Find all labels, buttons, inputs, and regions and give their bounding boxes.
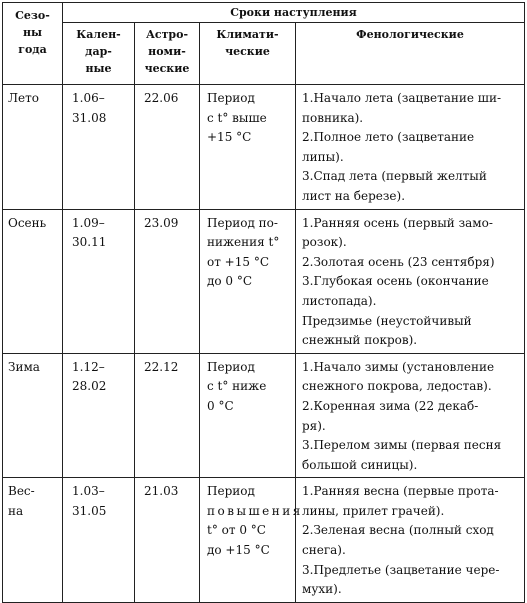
pheno-cell <box>296 353 525 478</box>
climatic-line: до 0 °C <box>207 274 253 289</box>
climatic-line: t° от 0 °C <box>207 523 266 538</box>
climatic-cell <box>200 85 296 210</box>
header-climatic <box>200 23 296 85</box>
header-astro-line: номи- <box>148 45 186 58</box>
calendar-cell <box>63 85 135 210</box>
season-name: Зима <box>8 359 40 374</box>
season-name: Лето <box>8 91 39 105</box>
pheno-line: 3.Перелом зимы (первая песня <box>302 438 502 453</box>
season-cell <box>3 209 63 353</box>
header-seasons-line3: года <box>18 43 47 56</box>
header-climatic-line: ческие <box>225 45 270 58</box>
pheno-line: снежного покрова, ледостав). <box>302 379 492 394</box>
calendar-start: 1.03– <box>72 484 105 499</box>
calendar-cell <box>63 209 135 353</box>
climatic-line: Период по- <box>207 215 278 230</box>
climatic-line: повышения <box>207 503 303 518</box>
season-cell <box>3 353 63 478</box>
pheno-line: снежный покров). <box>302 333 418 348</box>
pheno-line: ря). <box>302 418 326 433</box>
header-row-1 <box>3 3 525 23</box>
header-astro <box>135 23 200 85</box>
table-row-winter <box>3 353 525 478</box>
calendar-start: 1.12– <box>72 359 105 374</box>
pheno-line: 2.Зеленая весна (полный сход <box>302 523 494 538</box>
header-astro-line: ческие <box>144 62 190 75</box>
pheno-line: повника). <box>302 110 364 125</box>
pheno-line: Предзимье (неустойчивый <box>302 313 472 328</box>
pheno-line: 1.Начало лета (зацветание ши- <box>302 91 502 105</box>
header-seasons-line1: Сезо- <box>15 9 50 22</box>
season-name: Вес- <box>8 484 35 499</box>
header-calendar-line: ные <box>85 62 112 75</box>
climatic-line: до +15 °C <box>207 543 270 558</box>
pheno-line: 1.Ранняя весна (первые прота- <box>302 484 499 499</box>
pheno-line: 3.Глубокая осень (окончание <box>302 274 489 289</box>
pheno-line: 2.Золотая осень (23 сентября) <box>302 254 495 269</box>
pheno-line: снега). <box>302 543 346 558</box>
table-row-autumn <box>3 209 525 353</box>
calendar-cell <box>63 353 135 478</box>
header-calendar-line: дар- <box>85 45 112 58</box>
header-seasons-line2: ны <box>22 26 43 39</box>
pheno-cell <box>296 209 525 353</box>
season-cell <box>3 85 63 210</box>
climatic-line: Период <box>207 91 255 105</box>
calendar-start: 1.06– <box>72 91 105 105</box>
astro-cell: 21.03 <box>135 478 200 603</box>
calendar-end: 31.08 <box>72 110 107 125</box>
header-phenological: Фенологические <box>296 23 525 85</box>
pheno-line: большой синицы). <box>302 457 418 472</box>
pheno-line: розок). <box>302 235 347 250</box>
climatic-line: от +15 °C <box>207 254 269 269</box>
pheno-line: лины, прилет грачей). <box>302 503 445 518</box>
calendar-end: 30.11 <box>72 235 107 250</box>
pheno-line: 3.Спад лета (первый желтый <box>302 169 487 184</box>
header-terms: Сроки наступления <box>63 3 525 23</box>
pheno-line: лист на березе). <box>302 188 406 203</box>
pheno-line: 1.Ранняя осень (первый замо- <box>302 215 493 230</box>
climatic-line: Период <box>207 484 255 499</box>
seasons-table <box>2 2 525 603</box>
climatic-line: Период <box>207 359 255 374</box>
pheno-line: листопада). <box>302 293 377 308</box>
climatic-line: с t° выше <box>207 110 267 125</box>
astro-cell: 22.12 <box>135 353 200 478</box>
pheno-line: 2.Коренная зима (22 декаб- <box>302 398 479 413</box>
calendar-start: 1.09– <box>72 215 105 230</box>
climatic-line: 0 °C <box>207 398 234 413</box>
header-calendar <box>63 23 135 85</box>
pheno-line: мухи). <box>302 582 342 597</box>
header-climatic-line: Климати- <box>216 28 279 41</box>
pheno-line: 1.Начало зимы (установление <box>302 359 495 374</box>
climatic-cell <box>200 353 296 478</box>
season-name: Осень <box>8 215 47 230</box>
climatic-line: нижения t° <box>207 235 280 250</box>
climatic-line: +15 °C <box>207 130 252 145</box>
header-astro-line: Астро- <box>145 28 189 41</box>
header-seasons <box>3 3 63 85</box>
calendar-end: 31.05 <box>72 503 107 518</box>
calendar-end: 28.02 <box>72 379 107 394</box>
pheno-line: липы). <box>302 149 344 164</box>
astro-cell: 23.09 <box>135 209 200 353</box>
astro-cell: 22.06 <box>135 85 200 210</box>
header-row-2 <box>3 23 525 85</box>
season-name: на <box>8 503 24 518</box>
pheno-cell <box>296 85 525 210</box>
climatic-cell <box>200 209 296 353</box>
climatic-line: с t° ниже <box>207 379 267 394</box>
pheno-line: 3.Предлетье (зацветание чере- <box>302 562 500 577</box>
header-calendar-line: Кален- <box>76 28 121 41</box>
table-row-summer <box>3 85 525 210</box>
pheno-line: 2.Полное лето (зацветание <box>302 130 475 145</box>
